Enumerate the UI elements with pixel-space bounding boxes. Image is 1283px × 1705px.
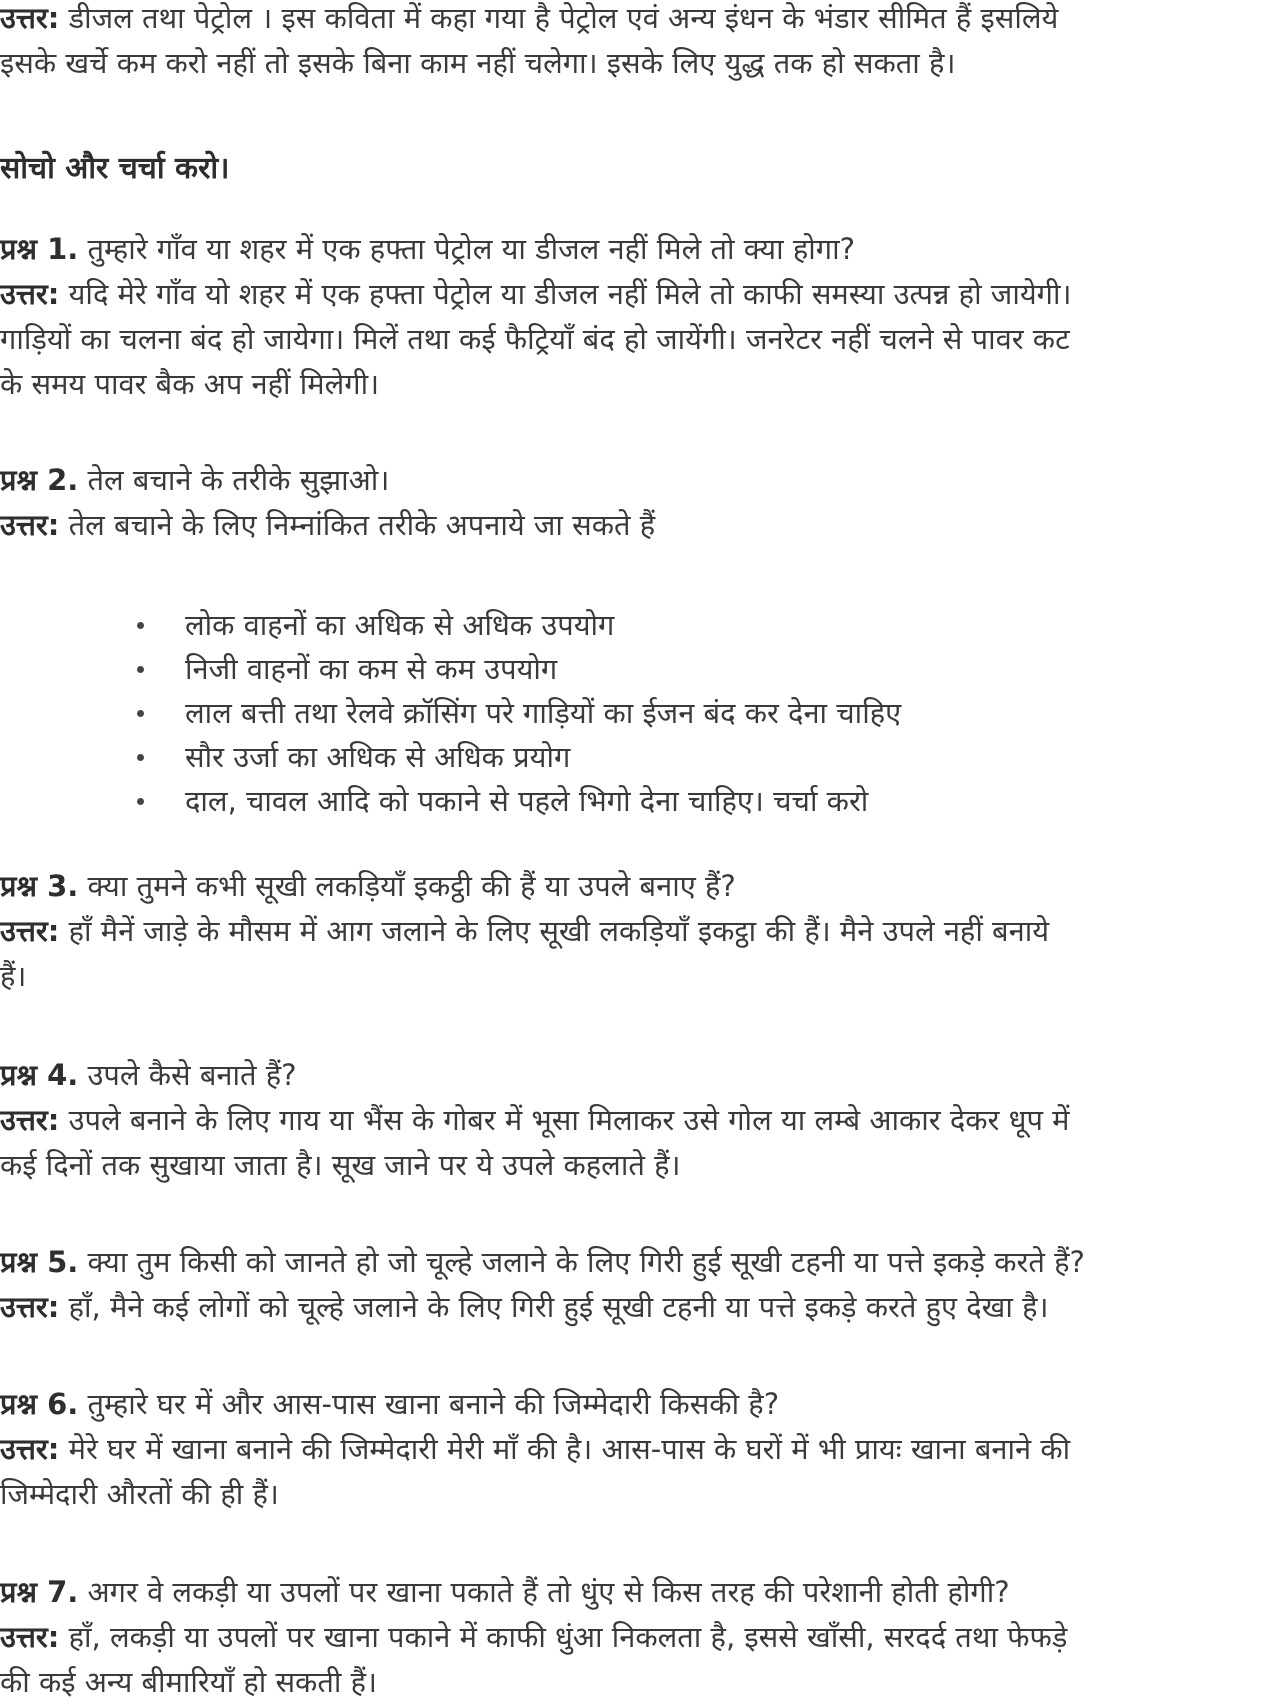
question-label: प्रश्न 4.	[0, 1058, 79, 1092]
answer-text: गाड़ियों का चलना बंद हो जायेगा। मिलें तथा कई फैट्रियाँ बंद हो जायेंगी। जनरेटर नहीं चलने से पावर कट	[0, 322, 1070, 356]
answer-text: की कई अन्य बीमारियाँ हो सकती हैं।	[0, 1665, 377, 1699]
answer-text: हाँ, लकड़ी या उपलों पर खाना पकाने में काफी धुंआ निकलता है, इससे खाँसी, सरदर्द तथा फेफड़े	[68, 1620, 1068, 1654]
question-text: तुम्हारे घर में और आस-पास खाना बनाने की जिम्मेदारी किसकी है?	[87, 1387, 780, 1421]
list-item	[0, 647, 1283, 691]
answer-text: हाँ, मैने कई लोगों को चूल्हे जलाने के लिए गिरी हुई सूखी टहनी या पत्ते इकड़े करते हुए देखा है।	[68, 1290, 1049, 1324]
question-label: प्रश्न 6.	[0, 1387, 79, 1421]
list-item	[0, 735, 1283, 779]
answer-text: के समय पावर बैक अप नहीं मिलेगी।	[0, 367, 380, 401]
question-text: तुम्हारे गाँव या शहर में एक हफ्ता पेट्रोल या डीजल नहीं मिले तो क्या होगा?	[87, 232, 855, 266]
list-item-text: लाल बत्ती तथा रेलवे क्रॉसिंग परे गाड़ियों का ईजन बंद कर देना चाहिए	[185, 696, 902, 730]
answer-label: उत्तर:	[0, 1, 60, 35]
question-5	[0, 1240, 1283, 1330]
question-label: प्रश्न 5.	[0, 1245, 79, 1279]
answer-text: हैं।	[0, 959, 27, 993]
answer-label: उत्तर:	[0, 1103, 60, 1137]
question-text: तेल बचाने के तरीके सुझाओ।	[87, 463, 390, 497]
bullet-icon	[137, 754, 144, 761]
question-2	[0, 458, 1283, 548]
question-label: प्रश्न 2.	[0, 463, 79, 497]
bullet-icon	[137, 622, 144, 629]
answer-text: हाँ मैनें जाड़े के मौसम में आग जलाने के लिए सूखी लकड़ियाँ इकट्ठा की हैं। मैने उपले नहीं बनाये	[68, 914, 1050, 948]
question-3	[0, 864, 1283, 999]
section-heading: सोचो और चर्चा करो।	[0, 151, 230, 186]
list-item	[0, 779, 1283, 823]
question-text: क्या तुम किसी को जानते हो जो चूल्हे जलाने के लिए गिरी हुई सूखी टहनी या पत्ते इकड़े करते हैं?	[87, 1245, 1085, 1279]
question-1	[0, 227, 1283, 407]
question-label: प्रश्न 1.	[0, 232, 79, 266]
bullet-icon	[137, 666, 144, 673]
answer-text: डीजल तथा पेट्रोल । इस कविता में कहा गया है पेट्रोल एवं अन्य इंधन के भंडार सीमित हैं इसलिये	[68, 1, 1059, 35]
question-text: क्या तुमने कभी सूखी लकड़ियाँ इकट्ठी की हैं या उपले बनाए हैं?	[87, 869, 736, 903]
answer-label: उत्तर:	[0, 914, 60, 948]
question-4	[0, 1053, 1283, 1188]
answer-text: जिम्मेदारी औरतों की ही हैं।	[0, 1477, 279, 1511]
intro-answer	[0, 0, 1283, 86]
answer-label: उत्तर:	[0, 1432, 60, 1466]
list-item-text: दाल, चावल आदि को पकाने से पहले भिगो देना चाहिए। चर्चा करो	[185, 784, 869, 818]
question-label: प्रश्न 7.	[0, 1575, 79, 1609]
question-label: प्रश्न 3.	[0, 869, 79, 903]
bullet-icon	[137, 710, 144, 717]
answer-text: तेल बचाने के लिए निम्नांकित तरीके अपनाये जा सकते हैं	[68, 508, 656, 542]
question-7	[0, 1570, 1283, 1705]
question-text: उपले कैसे बनाते हैं?	[87, 1058, 297, 1092]
answer-label: उत्तर:	[0, 277, 60, 311]
answer-text: यदि मेरे गाँव यो शहर में एक हफ्ता पेट्रोल या डीजल नहीं मिले तो काफी समस्या उत्पन्न हो जायेगी।	[68, 277, 1072, 311]
answer-text: उपले बनाने के लिए गाय या भैंस के गोबर में भूसा मिलाकर उसे गोल या लम्बे आकार देकर धूप में	[68, 1103, 1070, 1137]
bullet-list	[0, 603, 1283, 823]
list-item-text: निजी वाहनों का कम से कम उपयोग	[185, 652, 558, 686]
list-item-text: सौर उर्जा का अधिक से अधिक प्रयोग	[185, 740, 571, 774]
answer-text: मेरे घर में खाना बनाने की जिम्मेदारी मेरी माँ की है। आस-पास के घरों में भी प्रायः खाना बनाने की	[68, 1432, 1071, 1466]
bullet-icon	[137, 798, 144, 805]
answer-line: इसके खर्चे कम करो नहीं तो इसके बिना काम नहीं चलेगा। इसके लिए युद्ध तक हो सकता है।	[0, 46, 956, 80]
list-item	[0, 603, 1283, 647]
question-text: अगर वे लकड़ी या उपलों पर खाना पकाते हैं तो धुंए से किस तरह की परेशानी होती होगी?	[87, 1575, 1010, 1609]
question-6	[0, 1382, 1283, 1517]
list-item	[0, 691, 1283, 735]
answer-line	[0, 0, 1283, 41]
answer-label: उत्तर:	[0, 1620, 60, 1654]
answer-label: उत्तर:	[0, 1290, 60, 1324]
list-item-text: लोक वाहनों का अधिक से अधिक उपयोग	[185, 608, 615, 642]
answer-text: कई दिनों तक सुखाया जाता है। सूख जाने पर ये उपले कहलाते हैं।	[0, 1148, 681, 1182]
answer-label: उत्तर:	[0, 508, 60, 542]
